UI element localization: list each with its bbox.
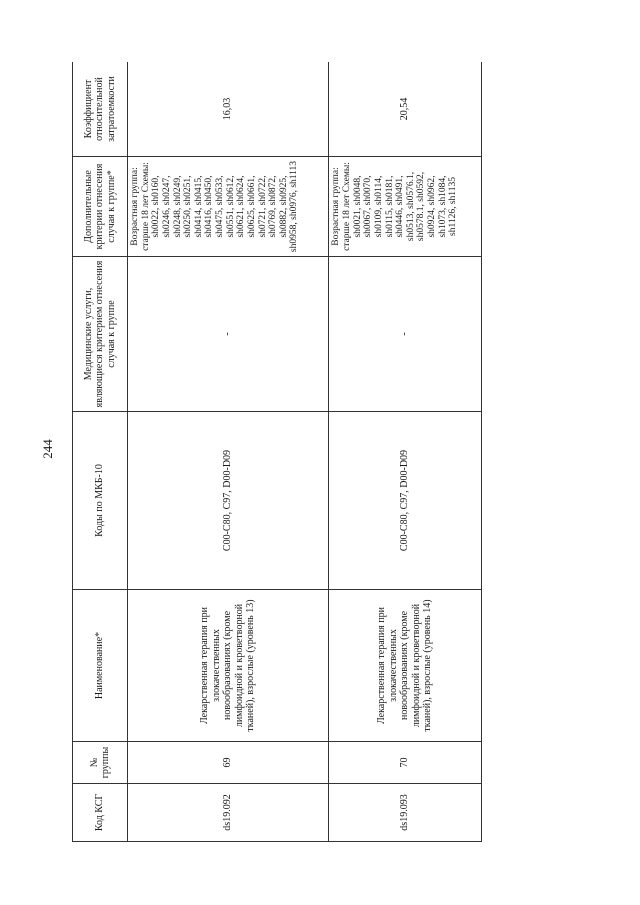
header-mkb-codes: Коды по МКБ-10 bbox=[73, 412, 128, 590]
cell-coefficient: 16,03 bbox=[128, 62, 329, 157]
header-ksg-code: Код КСГ bbox=[73, 784, 128, 842]
header-coefficient: Коэффициент относительной затратоемкости bbox=[73, 62, 128, 157]
cell-services: - bbox=[128, 257, 329, 412]
table-sheet bbox=[72, 62, 482, 842]
header-extra-criteria: Дополнительные критерии отнесения случая к группе* bbox=[73, 157, 128, 257]
cell-mkb-codes: C00-C80, C97, D00-D09 bbox=[128, 412, 329, 590]
page-number: 244 bbox=[39, 439, 55, 459]
header-group-no: № группы bbox=[73, 742, 128, 784]
header-name: Наименование* bbox=[73, 590, 128, 742]
table-row bbox=[128, 62, 329, 842]
cell-name: Лекарственная терапия при злокачественных новообразованиях (кроме лимфоидной и кроветворной тканей), взрослые (уровень 14) bbox=[329, 590, 482, 742]
cell-extra-criteria: Возрастная группа: старше 18 лет Схемы: sh0021, sh0048, sh0067, sh0070, sh0109, sh0114, sh0115, sh0181, sh0446, sh0491, sh0513, sh0576.1, sh0578.1, sh0592, sh0924, sh0962, sh1073, sh1084, sh1126, sh1135 bbox=[329, 157, 482, 257]
cell-extra-criteria: Возрастная группа: старше 18 лет Схемы: sh0022, sh0160, sh0246, sh0247, sh0248, sh0249, sh0250, sh0251, sh0414, sh0415, sh0416, sh0450, sh0475, sh0533, sh0551, sh0612, sh0621, sh0624, sh0625, sh0661, sh0721, sh0722, sh0769, sh0872, sh0882, sh0925, sh0958, sh0976, sh1113 bbox=[128, 157, 329, 257]
cell-services: - bbox=[329, 257, 482, 412]
cell-ksg-code: ds19.093 bbox=[329, 784, 482, 842]
table-row bbox=[329, 62, 482, 842]
header-row bbox=[73, 62, 128, 842]
cell-name: Лекарственная терапия при злокачественных новообразованиях (кроме лимфоидной и кроветворной тканей), взрослые (уровень 13) bbox=[128, 590, 329, 742]
ksg-table bbox=[72, 62, 482, 842]
cell-group-no: 69 bbox=[128, 742, 329, 784]
cell-group-no: 70 bbox=[329, 742, 482, 784]
cell-mkb-codes: C00-C80, C97, D00-D09 bbox=[329, 412, 482, 590]
cell-ksg-code: ds19.092 bbox=[128, 784, 329, 842]
cell-coefficient: 20,54 bbox=[329, 62, 482, 157]
header-services: Медицинские услуги, являющиеся критерием отнесения случая к группе bbox=[73, 257, 128, 412]
